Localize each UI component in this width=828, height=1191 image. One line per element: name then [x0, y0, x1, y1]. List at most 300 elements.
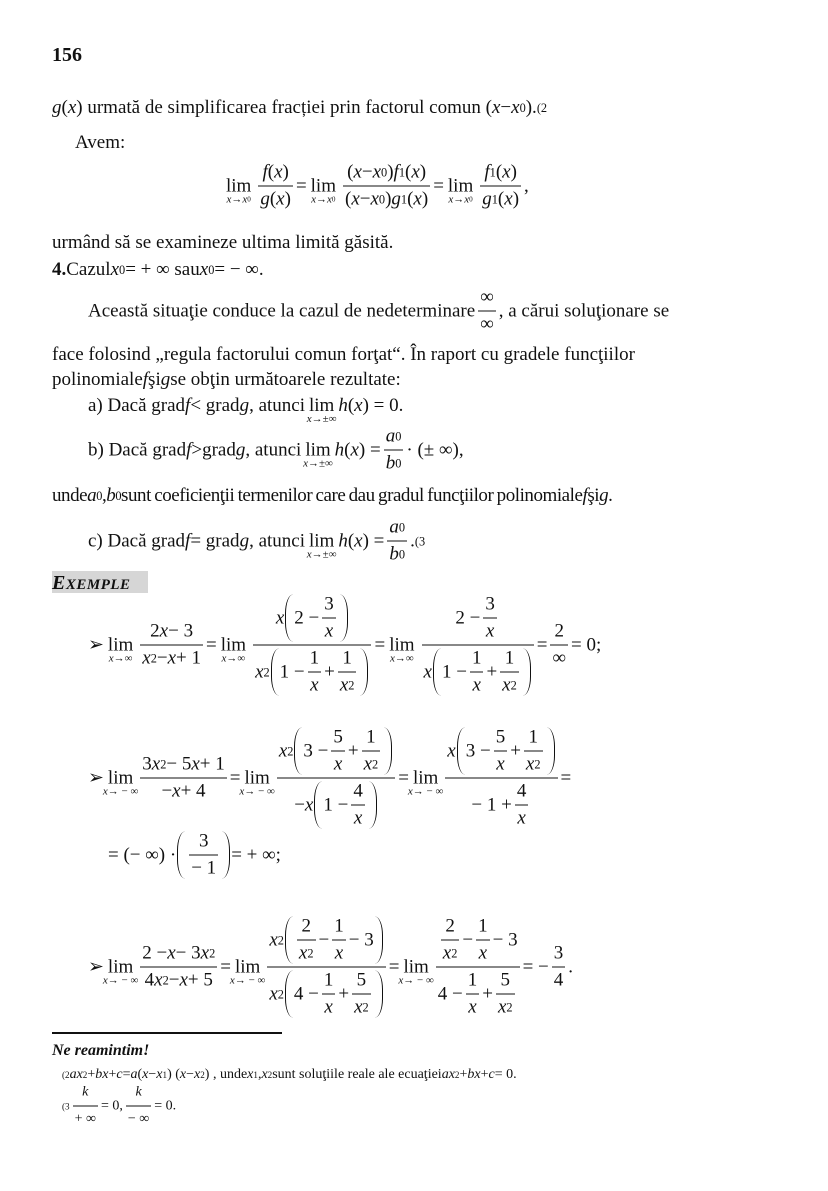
- math-fraction: [384, 426, 404, 475]
- fraction-denominator: [338, 672, 357, 697]
- math-variable: ax: [441, 1067, 455, 1082]
- math-group: [108, 831, 281, 880]
- math-group: [294, 781, 378, 830]
- fraction-denominator: [422, 645, 534, 697]
- math-group: [52, 369, 401, 391]
- math-variable: x: [194, 1067, 201, 1082]
- math-text: → − ∞: [412, 785, 444, 797]
- math-text: 2: [506, 1000, 513, 1015]
- math-text: (: [269, 188, 277, 210]
- limit-subscript: [103, 974, 138, 986]
- math-text: 2: [287, 744, 294, 758]
- math-group: [294, 594, 338, 643]
- fraction-numerator: [387, 517, 407, 541]
- fraction-numerator: [322, 970, 336, 994]
- limit-operator: [389, 634, 415, 664]
- fraction-denominator: [478, 311, 496, 336]
- math-text: 2: [348, 678, 355, 693]
- math-text: 2: [209, 946, 216, 961]
- math-group: [239, 785, 274, 797]
- math-text: + 5: [187, 969, 213, 991]
- math-text: .: [568, 956, 574, 977]
- fraction-denominator: [267, 967, 385, 1019]
- math-fraction: [351, 781, 365, 830]
- math-group: [447, 727, 555, 776]
- math-text: 2 −: [294, 607, 320, 628]
- math-variable: x: [497, 996, 507, 1018]
- math-variable: x: [306, 413, 312, 425]
- math-variable: g: [239, 530, 250, 551]
- math-text: , atunci: [245, 439, 302, 460]
- math-group: [222, 162, 529, 211]
- math-variable: x: [372, 161, 382, 183]
- math-group: [389, 517, 405, 539]
- math-text: + 1: [199, 753, 225, 775]
- fraction-numerator: [515, 781, 529, 805]
- math-text: → − ∞: [234, 974, 266, 986]
- math-text: −: [500, 97, 512, 118]
- limit-label: lim: [310, 175, 336, 196]
- math-variable: x: [247, 1067, 254, 1082]
- fraction-denominator: [480, 186, 521, 211]
- math-variable: x: [311, 193, 317, 205]
- fraction-numerator: [133, 1082, 143, 1106]
- math-group: [226, 193, 250, 205]
- case-c: [88, 517, 425, 566]
- fraction-denominator: [550, 645, 568, 670]
- math-text: ∞: [480, 286, 494, 308]
- math-group: [150, 621, 193, 643]
- math-text: 2: [150, 620, 160, 642]
- math-group: [526, 754, 541, 776]
- math-fraction: [515, 781, 529, 830]
- math-variable: x: [255, 661, 264, 682]
- footnote-divider: [52, 1032, 282, 1034]
- math-text: ,: [257, 1067, 262, 1082]
- math-text: 2: [200, 1070, 205, 1080]
- fraction-denominator: [297, 940, 316, 965]
- math-variable: c: [488, 1067, 495, 1082]
- case-b: [88, 426, 464, 475]
- math-text: · (± ∞),: [406, 439, 464, 460]
- math-text: 0: [331, 195, 336, 203]
- math-text: unde: [52, 485, 88, 506]
- math-text: +: [482, 983, 493, 1004]
- math-variable: x: [200, 942, 210, 964]
- math-group: [347, 162, 426, 184]
- math-text: >grad: [191, 439, 236, 460]
- math-text: +: [87, 1067, 96, 1082]
- math-variable: f: [393, 161, 399, 183]
- fraction-denominator: [384, 450, 404, 475]
- fraction-numerator: [267, 916, 385, 967]
- math-fraction: [322, 970, 336, 1019]
- math-text: =: [220, 956, 231, 977]
- math-text: 0: [398, 547, 406, 562]
- limit-label: lim: [309, 530, 335, 551]
- math-text: 5: [495, 726, 506, 748]
- limit-subscript: [448, 193, 472, 205]
- math-text: = + ∞;: [231, 844, 281, 865]
- math-text: 4: [516, 780, 527, 802]
- math-variable: x: [389, 652, 395, 664]
- formula-limit-factorization: [222, 162, 529, 211]
- math-text: 3: [324, 593, 334, 615]
- fraction-numerator: [453, 594, 501, 645]
- math-text: urmând să se examineze ultima limită găsită.: [52, 232, 394, 253]
- math-group: [88, 727, 571, 830]
- math-group: [307, 413, 337, 425]
- math-group: [88, 916, 573, 1019]
- math-text: 3 −: [465, 740, 491, 761]
- math-group: [186, 831, 221, 880]
- math-variable: b: [106, 485, 116, 506]
- fraction-numerator: [140, 943, 217, 967]
- fraction-denominator: [441, 940, 460, 965]
- fraction-denominator: [466, 994, 480, 1019]
- fraction-numerator: [274, 594, 351, 645]
- math-variable: x: [306, 548, 312, 560]
- math-variable: x: [468, 996, 477, 1018]
- fraction-denominator: [189, 855, 218, 880]
- math-variable: x: [274, 161, 283, 183]
- limit-subscript: [408, 785, 443, 797]
- math-text: 0: [519, 101, 526, 115]
- math-fraction: [73, 1082, 98, 1131]
- math-text: +: [108, 1067, 117, 1082]
- math-variable: g: [391, 188, 401, 210]
- math-variable: x: [159, 620, 169, 642]
- math-text: şi: [148, 369, 161, 390]
- math-variable: g: [482, 188, 492, 210]
- math-variable: x: [351, 188, 360, 210]
- math-text: 2: [277, 987, 284, 1001]
- math-text: = + ∞ sau: [125, 259, 200, 280]
- fraction-numerator: [552, 943, 566, 967]
- section-heading-examples: EXEMPLE: [52, 571, 148, 593]
- math-text: −: [359, 188, 371, 210]
- math-text: 2: [451, 946, 458, 961]
- math-fraction: [126, 1082, 151, 1131]
- math-fraction: [338, 648, 357, 697]
- math-fraction: [140, 754, 226, 803]
- math-variable: g: [599, 485, 609, 506]
- math-group: [443, 943, 458, 965]
- math-variable: x: [310, 674, 319, 696]
- math-text: 1: [398, 165, 405, 180]
- math-text: (: [137, 1067, 143, 1082]
- limit-label: lim: [107, 956, 134, 977]
- math-group: [142, 754, 224, 776]
- fraction-denominator: [322, 618, 336, 643]
- math-text: (: [344, 439, 351, 460]
- math-group: [471, 781, 531, 830]
- math-text: →±∞: [311, 413, 337, 425]
- math-text: 2: [162, 973, 169, 988]
- math-text: , a cărui soluţionare se: [498, 300, 670, 321]
- math-variable: h: [338, 395, 348, 416]
- fraction-numerator: [345, 162, 428, 186]
- case-4-heading: [52, 259, 264, 281]
- math-variable: x: [102, 785, 108, 797]
- math-text: ): [385, 188, 392, 210]
- math-text: −: [186, 1067, 195, 1082]
- math-text: 4: [353, 780, 363, 802]
- math-fraction: [140, 621, 203, 670]
- limit-operator: [102, 767, 139, 797]
- math-variable: x: [102, 974, 108, 986]
- math-text: 1: [528, 726, 538, 748]
- math-variable: g: [160, 369, 171, 390]
- fraction-numerator: [332, 916, 346, 940]
- math-variable: x: [517, 807, 526, 829]
- fraction-numerator: [436, 916, 520, 967]
- math-group: [255, 648, 369, 697]
- math-variable: x: [333, 753, 343, 775]
- math-text: (3: [62, 1101, 70, 1111]
- math-group: [230, 974, 265, 986]
- math-fraction: [277, 727, 395, 830]
- math-group: [52, 485, 612, 507]
- case-a: [88, 395, 404, 425]
- math-variable: x: [154, 969, 163, 991]
- fraction-numerator: [322, 594, 336, 618]
- math-group: [345, 189, 428, 211]
- math-text: 2: [263, 665, 270, 679]
- math-variable: g: [239, 395, 250, 416]
- math-text: (: [347, 161, 354, 183]
- limit-label: lim: [107, 767, 134, 788]
- fraction-denominator: [277, 778, 395, 830]
- math-variable: x: [261, 1067, 268, 1082]
- math-variable: x: [142, 647, 151, 669]
- math-group: [398, 974, 433, 986]
- math-variable: x: [179, 1067, 187, 1082]
- math-variable: x: [511, 97, 520, 118]
- limit-operator: [107, 634, 134, 664]
- fraction-numerator: [483, 594, 497, 618]
- math-text: 2: [554, 620, 564, 642]
- math-variable: x: [407, 785, 413, 797]
- math-text: 2: [534, 757, 541, 772]
- math-text: face folosind „regula factorului comun forţat“. În raport cu gradele funcţiilor: [52, 344, 635, 365]
- math-text: .: [608, 485, 613, 506]
- math-group: [88, 395, 404, 425]
- math-parentheses: [284, 970, 384, 1019]
- math-group: [269, 916, 383, 965]
- limit-subscript: [311, 193, 335, 205]
- math-group: [103, 974, 138, 986]
- math-variable: x: [142, 1067, 149, 1082]
- math-text: ) , unde: [204, 1067, 248, 1082]
- fraction-denominator: [524, 751, 543, 776]
- math-parentheses: [313, 781, 377, 830]
- math-variable: x: [191, 753, 200, 775]
- math-variable: k: [135, 1084, 142, 1100]
- math-fraction: [500, 648, 519, 697]
- math-group: [269, 970, 383, 1019]
- limit-subscript: [390, 652, 414, 664]
- math-text: , atunci: [249, 530, 305, 551]
- math-text: ) urmată de simplificarea fracției prin factorul comun (: [76, 97, 492, 118]
- math-variable: a: [385, 425, 396, 447]
- math-fraction: [478, 287, 496, 336]
- math-text: ,: [101, 485, 107, 506]
- math-text: +: [347, 740, 359, 761]
- math-group: [438, 970, 518, 1019]
- fraction-denominator: [140, 645, 203, 670]
- limit-label: lim: [244, 767, 270, 788]
- math-text: 0: [469, 195, 473, 203]
- limit-subscript: [222, 652, 246, 664]
- math-variable: x: [398, 974, 404, 986]
- math-variable: x: [502, 674, 511, 696]
- math-text: + 1: [176, 647, 201, 669]
- math-text: şi: [587, 485, 600, 506]
- math-variable: x: [221, 652, 227, 664]
- math-text: se obţin următoarele rezultate:: [170, 369, 401, 390]
- math-text: → − ∞: [403, 974, 434, 986]
- math-group: [323, 781, 367, 830]
- math-fraction: [494, 727, 508, 776]
- math-fraction: [308, 648, 322, 697]
- math-text: 4: [553, 969, 564, 991]
- math-text: −: [318, 929, 330, 950]
- math-variable: x: [448, 193, 454, 205]
- math-variable: x: [108, 652, 114, 664]
- math-text: 0: [378, 192, 386, 207]
- fraction-numerator: [148, 621, 195, 645]
- math-variable: x: [304, 794, 314, 815]
- math-fraction: [466, 970, 480, 1019]
- math-text: ): [421, 188, 429, 210]
- fraction-numerator: [482, 162, 519, 186]
- fraction-numerator: [299, 916, 313, 940]
- math-fraction: [476, 916, 490, 965]
- math-text: 0: [247, 195, 251, 203]
- math-variable: x: [442, 942, 452, 964]
- math-text: →∞: [113, 652, 133, 664]
- math-variable: x: [242, 193, 248, 205]
- math-text: − 1 +: [471, 794, 512, 815]
- math-group: [52, 344, 635, 366]
- math-group: [279, 727, 393, 776]
- math-text: 1: [309, 647, 320, 669]
- math-variable: x: [353, 161, 362, 183]
- math-variable: x: [413, 188, 422, 210]
- math-text: + 4: [180, 780, 206, 802]
- math-variable: ax: [69, 1067, 83, 1082]
- math-text: = 0.: [154, 1098, 177, 1113]
- math-text: =: [388, 956, 400, 977]
- math-text: +: [480, 1067, 489, 1082]
- limit-label: lim: [389, 634, 415, 655]
- math-fraction: [352, 970, 371, 1019]
- limit-label: lim: [107, 634, 134, 655]
- math-variable: x: [269, 983, 278, 1004]
- math-group: [260, 189, 291, 211]
- math-text: 5: [356, 969, 367, 991]
- fraction-numerator: [384, 426, 404, 450]
- limit-subscript: [230, 974, 265, 986]
- math-variable: x: [110, 259, 120, 280]
- math-text: 2: [150, 651, 157, 666]
- fraction-denominator: [332, 940, 346, 965]
- math-text: Avem:: [75, 132, 126, 153]
- math-text: → − ∞: [107, 974, 139, 986]
- math-fraction: [550, 621, 568, 670]
- example-3: [88, 916, 573, 1019]
- math-text: +: [338, 983, 350, 1004]
- math-text: +: [486, 661, 498, 682]
- math-text: 2: [445, 915, 455, 937]
- limit-subscript: [239, 785, 274, 797]
- math-parentheses: [284, 916, 384, 965]
- math-text: − 3: [168, 620, 194, 642]
- math-text: ➢: [88, 634, 104, 655]
- math-text: polinomiale: [52, 369, 143, 390]
- math-variable: x: [239, 785, 245, 797]
- math-variable: x: [350, 439, 359, 460]
- math-text: = (− ∞) ·: [108, 844, 177, 865]
- math-variable: a: [130, 1067, 138, 1082]
- fraction-numerator: [80, 1082, 90, 1106]
- fraction-numerator: [503, 648, 517, 672]
- math-text: 1: [400, 192, 408, 207]
- math-text: 3: [198, 830, 209, 852]
- limit-operator: [220, 634, 247, 664]
- math-variable: x: [298, 942, 308, 964]
- math-group: [52, 259, 264, 281]
- math-text: 1: [478, 915, 488, 937]
- math-text: < grad: [190, 395, 240, 416]
- math-variable: x: [411, 161, 420, 183]
- fraction-denominator: [253, 645, 371, 697]
- math-variable: x: [156, 1067, 163, 1082]
- fraction-denominator: [552, 967, 566, 992]
- math-group: [307, 548, 337, 560]
- math-variable: x: [226, 193, 232, 205]
- limit-label: lim: [226, 175, 252, 196]
- math-variable: g: [235, 439, 246, 460]
- math-text: ∞: [480, 313, 494, 335]
- math-text: =: [229, 767, 241, 788]
- math-text: 2: [267, 1070, 273, 1080]
- math-group: [142, 943, 215, 965]
- math-text: 1 −: [441, 661, 467, 682]
- math-variable: x: [278, 740, 288, 761]
- text-line-rule: [52, 344, 750, 366]
- limit-label: lim: [447, 175, 474, 196]
- math-group: [62, 1082, 176, 1131]
- math-text: 2: [82, 1070, 88, 1080]
- fraction-numerator: [445, 727, 557, 778]
- math-fraction: [258, 162, 293, 211]
- math-text: −: [294, 794, 305, 815]
- math-variable: h: [338, 530, 348, 551]
- fraction-denominator: [515, 805, 529, 830]
- fraction-numerator: [466, 970, 480, 994]
- math-text: →±∞: [307, 457, 333, 469]
- math-group: [386, 426, 402, 448]
- math-text: − 5: [166, 753, 192, 775]
- math-text: (3: [414, 534, 426, 548]
- math-text: → − ∞: [107, 785, 139, 797]
- math-fraction: [441, 916, 460, 965]
- limit-label: lim: [220, 634, 247, 655]
- math-text: →±∞: [311, 548, 337, 560]
- limit-label: lim: [412, 767, 439, 788]
